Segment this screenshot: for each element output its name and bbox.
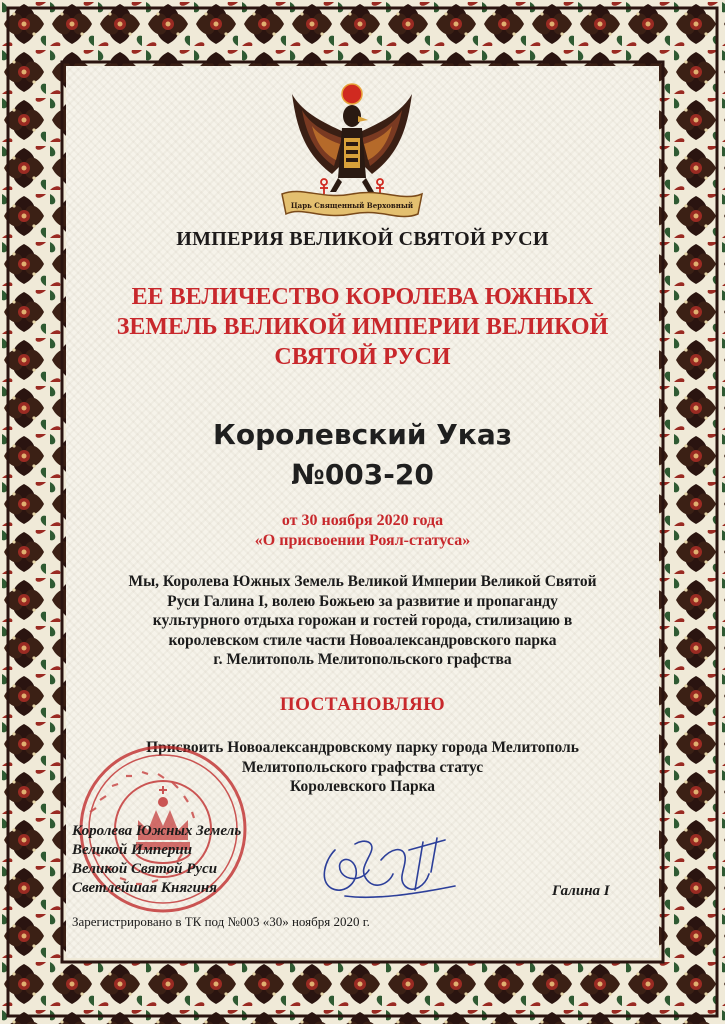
majesty-line: СВЯТОЙ РУСИ (274, 344, 451, 370)
signer-name: Галина I (552, 883, 610, 899)
preamble-line: культурного отдыха горожан и гостей города, стилизацию в (152, 612, 573, 629)
decree-date: от 30 ноября 2020 года (281, 512, 444, 529)
preamble-line: королевском стиле части Новоалександровского парка (168, 631, 557, 649)
preamble-paragraph (120, 572, 605, 670)
signer-title-line: Светлейшая Княгиня (72, 880, 217, 896)
order-line: Мелитопольского графства статус (241, 758, 484, 776)
decree-subject: «О присвоении Роял-статуса» (254, 532, 471, 549)
decree-number: №003-20 (291, 458, 434, 491)
preamble-line: Руси Галина I, волею Божьею за развитие и пропаганду (167, 592, 558, 610)
preamble-line: г. Мелитополь Мелитопольского графства (213, 651, 512, 668)
majesty-line: ЗЕМЕЛЬ ВЕЛИКОЙ ИМПЕРИИ ВЕЛИКОЙ (116, 314, 609, 340)
order-line: Королевского Парка (289, 778, 436, 795)
signer-title-line: Великой Святой Руси (72, 861, 218, 877)
registration-note: Зарегистрировано в ТК под №003 «30» ноября 2020 г. (72, 914, 370, 929)
order-line: Присвоить Новоалександровскому парку города Мелитополь (146, 739, 579, 756)
winged-eagle-emblem-icon (272, 82, 432, 222)
majesty-line: ЕЕ ВЕЛИЧЕСТВО КОРОЛЕВА ЮЖНЫХ (131, 284, 594, 310)
preamble-line: Мы, Королева Южных Земель Великой Империи Великой Святой (128, 573, 597, 590)
handwritten-signature-icon (305, 830, 465, 910)
empire-heading: ИМПЕРИЯ ВЕЛИКОЙ СВЯТОЙ РУСИ (176, 228, 549, 250)
resolve-heading: ПОСТАНОВЛЯЮ (279, 694, 446, 715)
signer-title-line: Великой Империи (72, 842, 193, 858)
majesty-heading (66, 282, 659, 372)
emblem-banner-text: Царь Священный Верховный (290, 201, 414, 210)
signer-title (72, 822, 312, 898)
signer-title-line: Королева Южных Земель (72, 823, 242, 839)
decree-title: Королевский Указ (213, 418, 512, 451)
